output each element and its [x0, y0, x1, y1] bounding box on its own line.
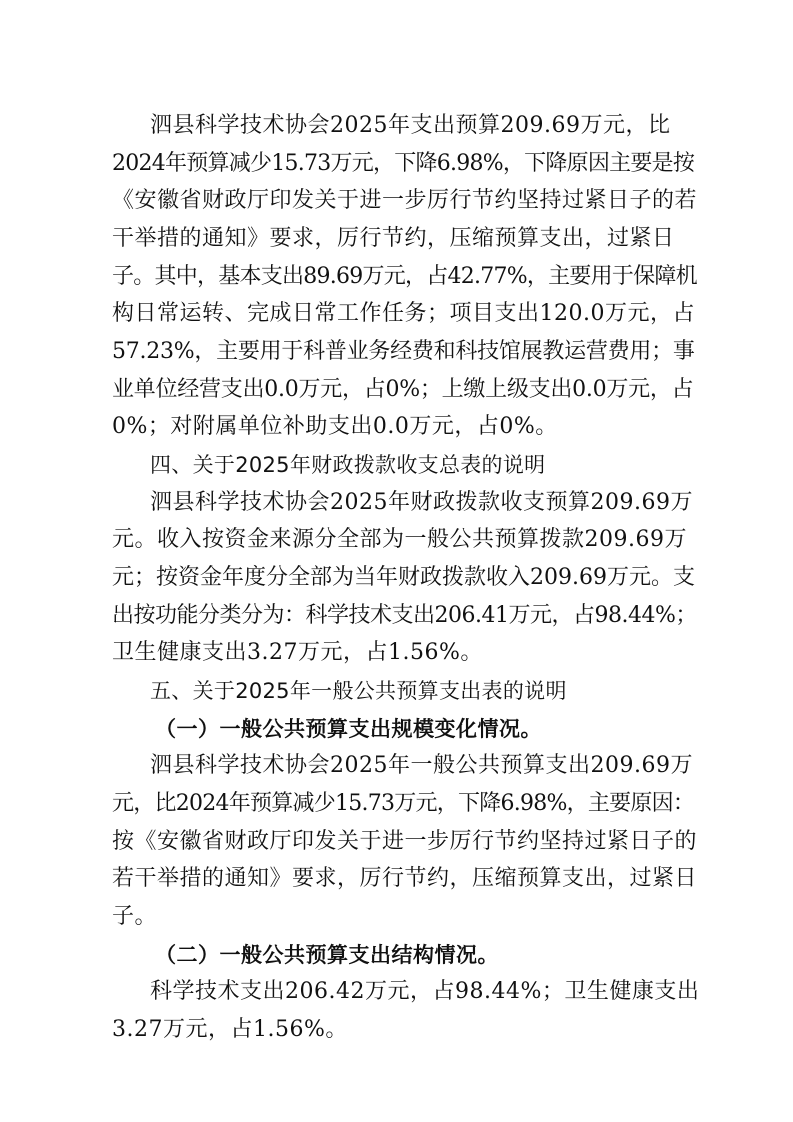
paragraph-line: 出按功能分类分为：科学技术支出206.41万元，占98.44%； — [112, 603, 697, 628]
paragraph-line: 泗县科学技术协会2025年一般公共预算支出209.69万 — [150, 753, 693, 778]
paragraph-line: 3.27万元，占1.56%。 — [112, 1017, 348, 1042]
paragraph-line: 子。其中，基本支出89.69万元，占42.77%，主要用于保障机 — [112, 264, 697, 289]
section-heading: 四、关于2025年财政拨款收支总表的说明 — [150, 453, 546, 477]
paragraph-line: 57.23%，主要用于科普业务经费和科技馆展教运营费用；事 — [112, 339, 695, 364]
paragraph-line: 子。 — [112, 904, 158, 929]
paragraph-line: 泗县科学技术协会2025年支出预算209.69万元，比 — [150, 113, 671, 138]
paragraph-line: 泗县科学技术协会2025年财政拨款收支预算209.69万 — [150, 490, 693, 515]
paragraph-line: 2024年预算减少15.73万元，下降6.98%，下降原因主要是按 — [112, 151, 695, 176]
paragraph-line: 《安徽省财政厅印发关于进一步厉行节约坚持过紧日子的若 — [112, 188, 698, 213]
paragraph-line: 若干举措的通知》要求，厉行节约，压缩预算支出，过紧日 — [112, 866, 698, 891]
section-heading: 五、关于2025年一般公共预算支出表的说明 — [150, 679, 567, 703]
paragraph-line: 构日常运转、完成日常工作任务；项目支出120.0万元，占 — [112, 301, 695, 326]
paragraph-line: 元。收入按资金来源分全部为一般公共预算拨款209.69万 — [112, 527, 687, 552]
paragraph-line: 业单位经营支出0.0万元，占0%；上缴上级支出0.0万元，占 — [112, 377, 694, 402]
paragraph-line: 按《安徽省财政厅印发关于进一步厉行节约坚持过紧日子的 — [112, 829, 698, 854]
paragraph-line: 卫生健康支出3.27万元，占1.56%。 — [112, 640, 483, 665]
paragraph-line: 元，比2024年预算减少15.73万元，下降6.98%，主要原因： — [112, 791, 695, 816]
paragraph-line: 科学技术支出206.42万元，占98.44%；卫生健康支出 — [150, 979, 700, 1004]
subsection-heading: （一）一般公共预算支出规模变化情况。 — [155, 717, 542, 741]
paragraph-line: 元；按资金年度分全部为当年财政拨款收入209.69万元。支 — [112, 565, 695, 590]
subsection-heading: （二）一般公共预算支出结构情况。 — [155, 943, 499, 967]
paragraph-line: 干举措的通知》要求，厉行节约，压缩预算支出，过紧日 — [112, 226, 675, 251]
paragraph-line: 0%；对附属单位补助支出0.0万元，占0%。 — [112, 414, 558, 439]
